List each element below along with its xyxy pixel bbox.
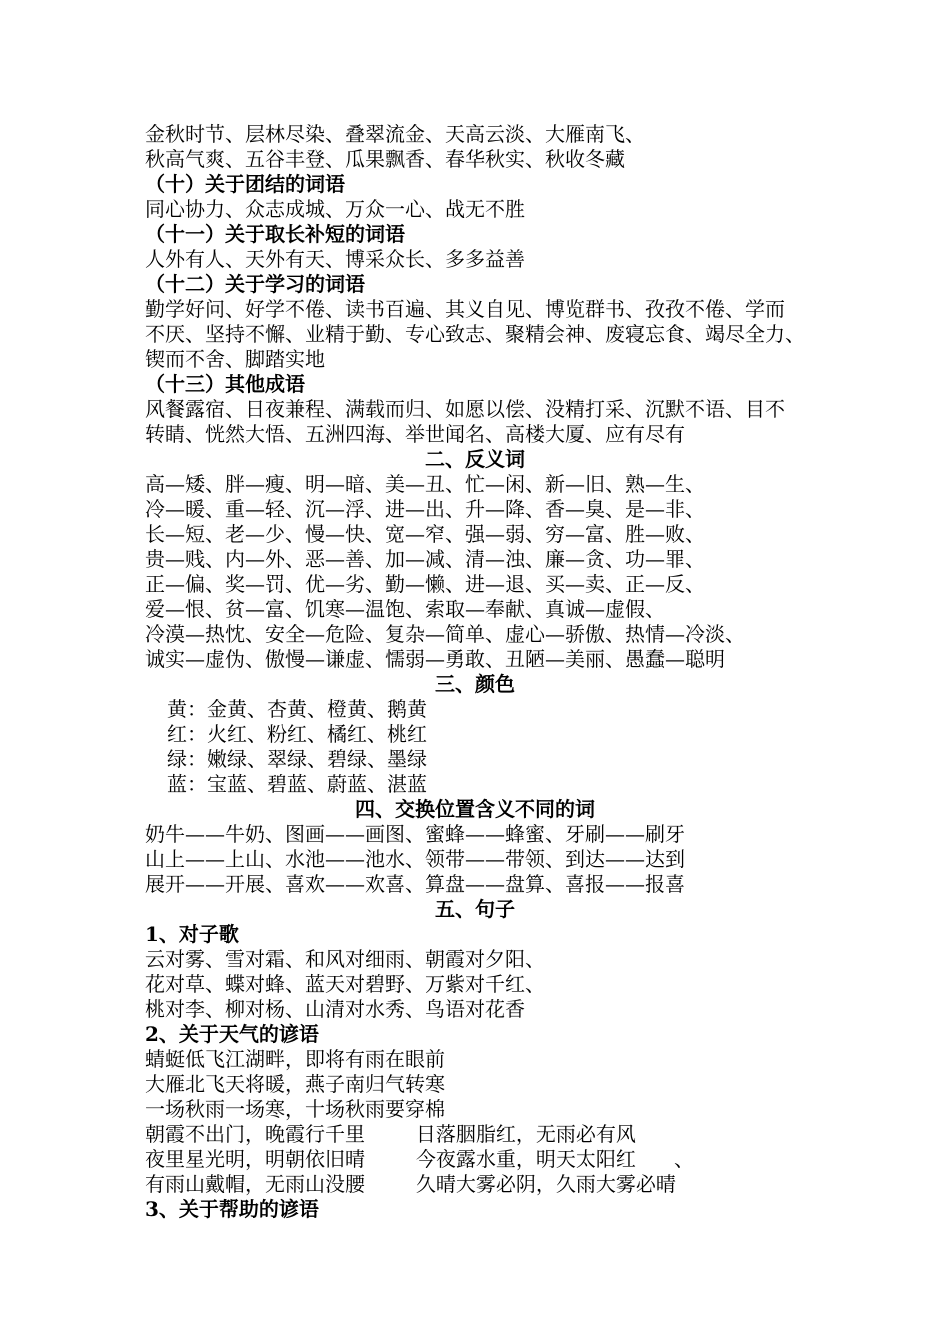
text-line: 勤学好问、好学不倦、读书百遍、其义自见、博览群书、孜孜不倦、学而 (145, 297, 785, 321)
text-line: 同心协力、众志成城、万众一心、战无不胜 (145, 197, 525, 221)
subheading: 2、关于天气的谚语 (145, 1022, 319, 1046)
text-line: 蜻蜓低飞江湖畔，即将有雨在眼前 (145, 1047, 445, 1071)
section-heading: 二、反义词 (425, 447, 525, 471)
text-line: 冷漠—热忱、安全—危险、复杂—简单、虚心—骄傲、热情—冷淡、 (145, 622, 745, 646)
section-heading: 五、句子 (435, 897, 515, 921)
text-line: 大雁北飞天将暖，燕子南归气转寒 (145, 1072, 445, 1096)
text-line: 金秋时节、层林尽染、叠翠流金、天高云淡、大雁南飞、 (145, 122, 645, 146)
color-list-line: 黄：金黄、杏黄、橙黄、鹅黄 (167, 697, 427, 721)
color-list-line: 蓝：宝蓝、碧蓝、蔚蓝、湛蓝 (167, 772, 427, 796)
subheading: 1、对子歌 (145, 922, 239, 946)
text-line: 长—短、老—少、慢—快、宽—窄、强—弱、穷—富、胜—败、 (145, 522, 705, 546)
text-line: 诚实—虚伪、傲慢—谦虚、懦弱—勇敢、丑陋—美丽、愚蠢—聪明 (145, 647, 725, 671)
text-line: 云对雾、雪对霜、和风对细雨、朝霞对夕阳、 (145, 947, 545, 971)
text-line: 奶牛——牛奶、图画——画图、蜜蜂——蜂蜜、牙刷——刷牙 (145, 822, 685, 846)
text-line: 冷—暖、重—轻、沉—浮、进—出、升—降、香—臭、是—非、 (145, 497, 705, 521)
text-line: 花对草、蝶对蜂、蓝天对碧野、万紫对千红、 (145, 972, 545, 996)
text-line: 山上——上山、水池——池水、领带——带领、到达——达到 (145, 847, 685, 871)
subheading: （十三）其他成语 (145, 372, 305, 396)
text-line: 桃对李、柳对杨、山清对水秀、鸟语对花香 (145, 997, 525, 1021)
text-line: 朝霞不出门，晚霞行千里 日落胭脂红，无雨必有风 (145, 1122, 636, 1146)
document-body (145, 122, 825, 1222)
text-line: 高—矮、胖—瘦、明—暗、美—丑、忙—闲、新—旧、熟—生、 (145, 472, 705, 496)
text-line: 风餐露宿、日夜兼程、满载而归、如愿以偿、没精打采、沉默不语、目不 (145, 397, 785, 421)
text-line: 不厌、坚持不懈、业精于勤、专心致志、聚精会神、废寝忘食、竭尽全力、 (145, 322, 805, 346)
text-line: 有雨山戴帽，无雨山没腰 久晴大雾必阴，久雨大雾必晴 (145, 1172, 676, 1196)
text-line: 爱—恨、贫—富、饥寒—温饱、索取—奉献、真诚—虚假、 (145, 597, 665, 621)
section-heading: 三、颜色 (435, 672, 515, 696)
color-list-line: 绿：嫩绿、翠绿、碧绿、墨绿 (167, 747, 427, 771)
subheading: 3、关于帮助的谚语 (145, 1197, 319, 1221)
text-line: 一场秋雨一场寒，十场秋雨要穿棉 (145, 1097, 445, 1121)
section-heading: 四、交换位置含义不同的词 (355, 797, 595, 821)
color-list-line: 红：火红、粉红、橘红、桃红 (167, 722, 427, 746)
text-line: 贵—贱、内—外、恶—善、加—减、清—浊、廉—贪、功—罪、 (145, 547, 705, 571)
subheading: （十二）关于学习的词语 (145, 272, 365, 296)
text-line: 秋高气爽、五谷丰登、瓜果飘香、春华秋实、秋收冬藏 (145, 147, 625, 171)
subheading: （十一）关于取长补短的词语 (145, 222, 405, 246)
text-line: 夜里星光明，明朝依旧晴 今夜露水重，明天太阳红 、 (145, 1147, 695, 1171)
text-line: 正—偏、奖—罚、优—劣、勤—懒、进—退、买—卖、正—反、 (145, 572, 705, 596)
subheading: （十）关于团结的词语 (145, 172, 345, 196)
text-line: 展开——开展、喜欢——欢喜、算盘——盘算、喜报——报喜 (145, 872, 685, 896)
text-line: 人外有人、天外有天、博采众长、多多益善 (145, 247, 525, 271)
text-line: 锲而不舍、脚踏实地 (145, 347, 325, 371)
text-line: 转睛、恍然大悟、五洲四海、举世闻名、高楼大厦、应有尽有 (145, 422, 685, 446)
